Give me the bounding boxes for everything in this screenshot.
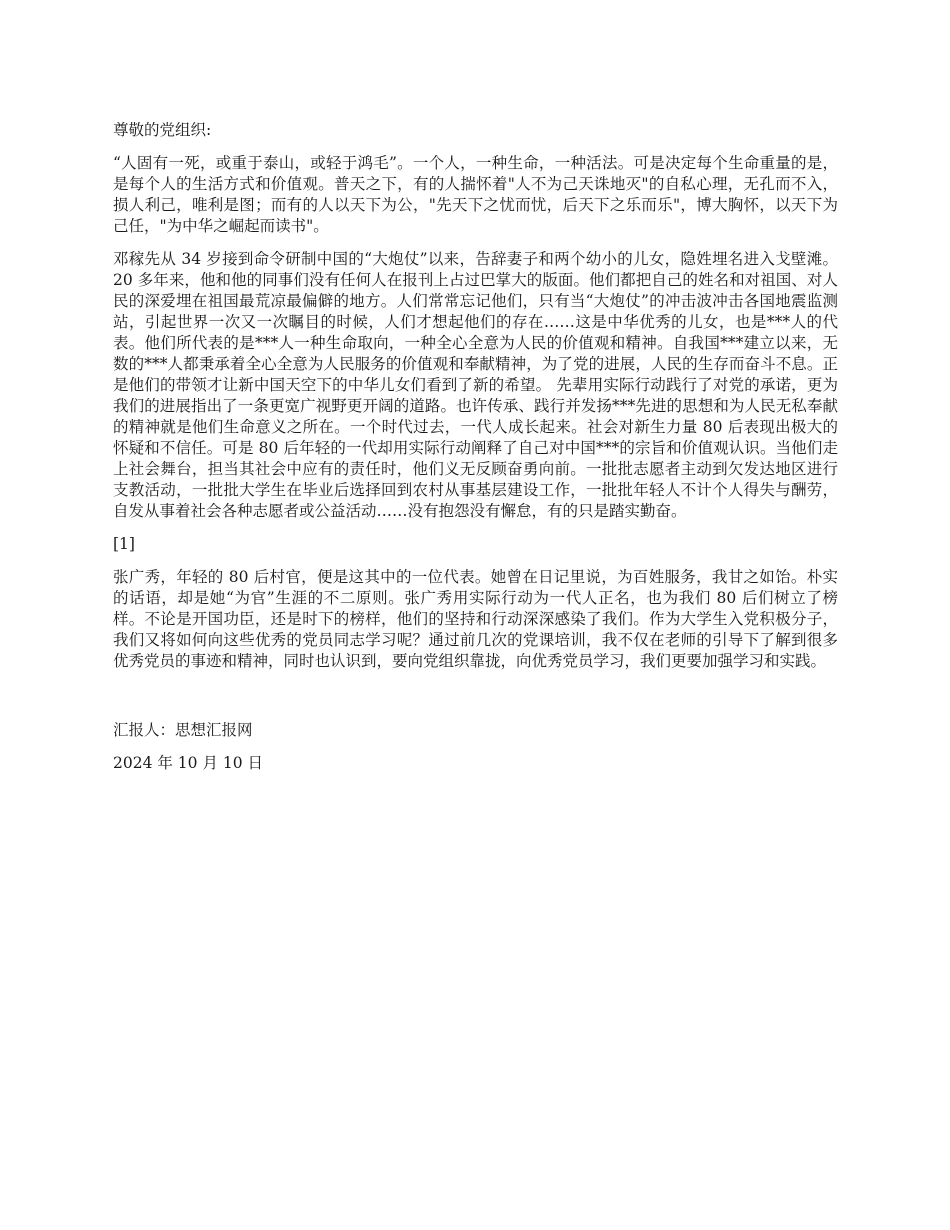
- paragraph-zhang-guangxiu: 张广秀，年轻的 80 后村官，便是这其中的一位代表。她曾在日记里说，为百姓服务，我甘之如饴。朴实的话语，却是她“为官”生涯的不二原则。张广秀用实际行动为一代人正名，也为我们 80 后们树立了榜样。不论是开国功臣，还是时下的榜样，他们的坚持和行动深深感染了我们。作为大学生入党积极分子，我们又将如何向这些优秀的党员同志学习呢？通过前几次的党课培训，我不仅在老师的引导下了解到很多优秀党员的事迹和精神，同时也认识到，要向党组织靠拢，向优秀党员学习，我们更要加强学习和实践。: [113, 568, 838, 670]
- spacer: [113, 684, 838, 720]
- reporter-signature: 汇报人：思想汇报网: [113, 721, 253, 739]
- footnote-marker: [1]: [113, 535, 135, 553]
- greeting: 尊敬的党组织:: [113, 121, 212, 139]
- paragraph-life-value: “人固有一死，或重于泰山，或轻于鸿毛”。一个人，一种生命，一种活法。可是决定每个生命重量的是，是每个人的生活方式和价值观。普天之下，有的人揣怀着"人不为己天诛地灭"的自私心理，无孔而不入，损人利己，唯利是图；而有的人以天下为公，"先天下之忧而忧，后天下之乐而乐"，博大胸怀，以天下为己任，"为中华之崛起而读书"。: [113, 154, 838, 235]
- report-date: 2024 年 10 月 10 日: [113, 754, 264, 772]
- paragraph-deng-jiaxian: 邓稼先从 34 岁接到命令研制中国的“大炮仗”以来，告辞妻子和两个幼小的儿女，隐姓埋名进入戈壁滩。20 多年来，他和他的同事们没有任何人在报刊上占过巴掌大的版面。他们都把自己的姓名和对祖国、对人民的深爱埋在祖国最荒凉最偏僻的地方。人们常常忘记他们，只有当“大炮仗”的冲击波冲击各国地震监测站，引起世界一次又一次瞩目的时候，人们才想起他们的存在……这是中华优秀的儿女，也是***人的代表。他们所代表的是***人一种生命取向，一种全心全意为人民的价值观和精神。自我国***建立以来，无数的***人都秉承着全心全意为人民服务的价值观和奉献精神，为了党的进展，人民的生存而奋斗不息。正是他们的带领才让新中国天空下的中华儿女们看到了新的希望。 先辈用实际行动践行了对党的承诺，更为我们的进展指出了一条更宽广视野更开阔的道路。也许传承、践行并发扬***先进的思想和为人民无私奉献的精神就是他们生命意义之所在。一个时代过去，一代人成长起来。社会对新生力量 80 后表现出极大的怀疑和不信任。可是 80 后年轻的一代却用实际行动阐释了自己对中国***的宗旨和价值观认识。当他们走上社会舞台，担当其社会中应有的责任时，他们义无反顾奋勇向前。一批批志愿者主动到欠发达地区进行支教活动，一批批大学生在毕业后选择回到农村从事基层建设工作，一批批年轻人不计个人得失与酬劳，自发从事着社会各种志愿者或公益活动……没有抱怨没有懈怠，有的只是踏实勤奋。: [113, 250, 838, 520]
- document-body: [113, 120, 838, 786]
